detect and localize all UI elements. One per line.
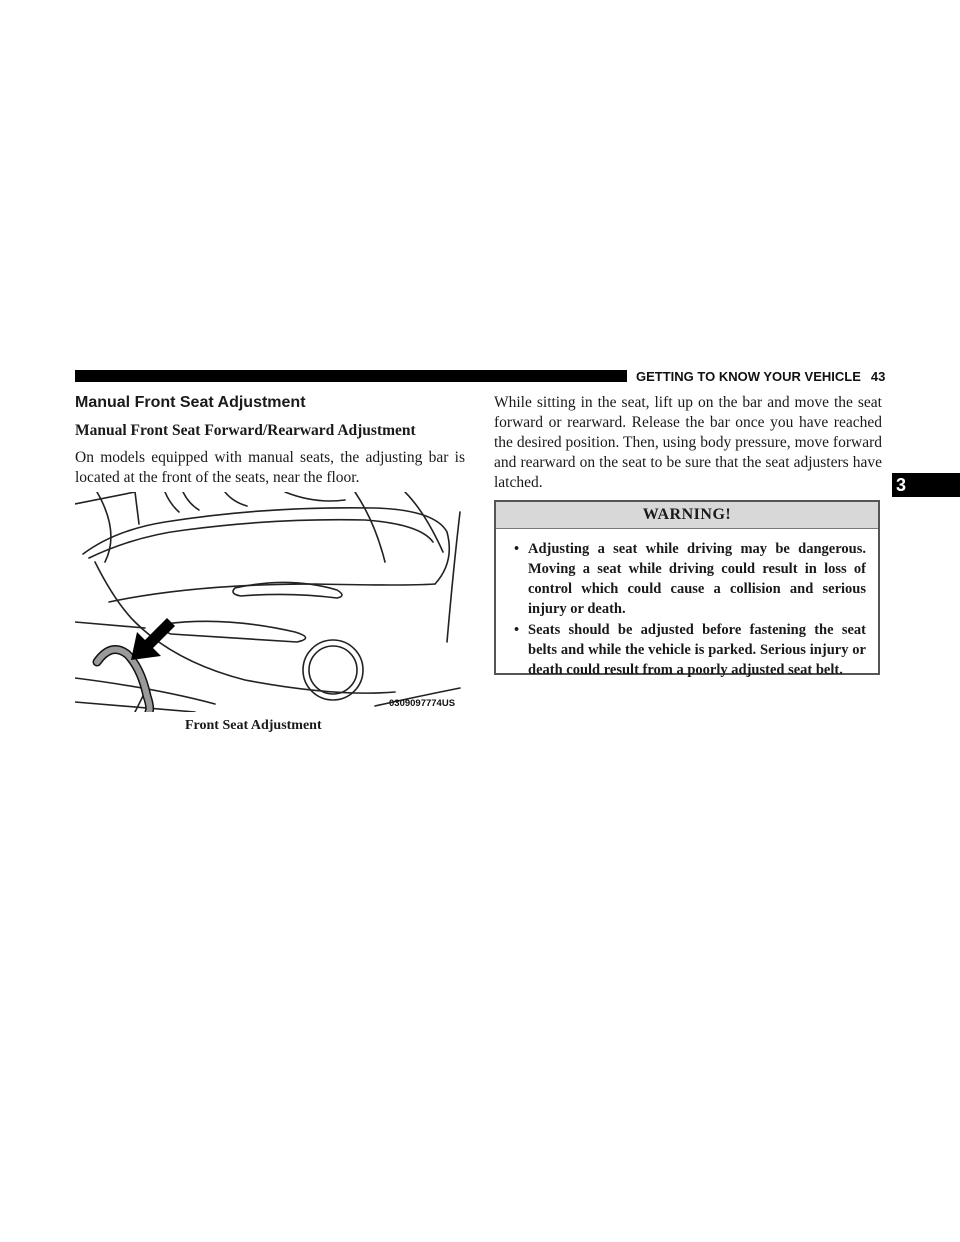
warning-box: [494, 500, 880, 678]
seat-line-drawing: [75, 492, 465, 712]
body-paragraph-right: While sitting in the seat, lift up on the bar and move the seat forward or rearward. Release the bar once you have reached the desired position. Then, using body pressure, move forward and rearward on the seat to be sure that the seat adjusters have latched.: [494, 394, 882, 491]
warning-item: [514, 539, 866, 619]
image-code-label: 0309097774US: [389, 698, 456, 709]
bullet-icon: •: [514, 622, 520, 638]
page-number: 43: [870, 369, 886, 384]
front-seat-illustration: [75, 492, 465, 712]
warning-item-text: Seats should be adjusted before fastening the seat belts and while the vehicle is parked. Serious injury or death could result from a poorly adjusted seat belt.: [528, 622, 866, 678]
sub-heading: Manual Front Seat Forward/Rearward Adjustment: [75, 422, 416, 439]
running-head: [636, 368, 886, 386]
chapter-tab: 3: [892, 473, 960, 497]
figure-caption: Front Seat Adjustment: [185, 718, 322, 733]
section-heading: Manual Front Seat Adjustment: [75, 394, 306, 411]
warning-list: [496, 529, 878, 680]
warning-title: WARNING!: [496, 502, 878, 529]
body-paragraph-left: On models equipped with manual seats, the adjusting bar is located at the front of the seats, near the floor.: [75, 449, 465, 486]
running-head-title: GETTING TO KNOW YOUR VEHICLE: [636, 369, 861, 384]
bullet-icon: •: [514, 541, 520, 557]
warning-item-text: Adjusting a seat while driving may be dangerous. Moving a seat while driving could result in loss of control which could cause a collision and serious injury or death.: [528, 541, 866, 617]
warning-item: [514, 620, 866, 680]
header-bar: [75, 370, 627, 382]
